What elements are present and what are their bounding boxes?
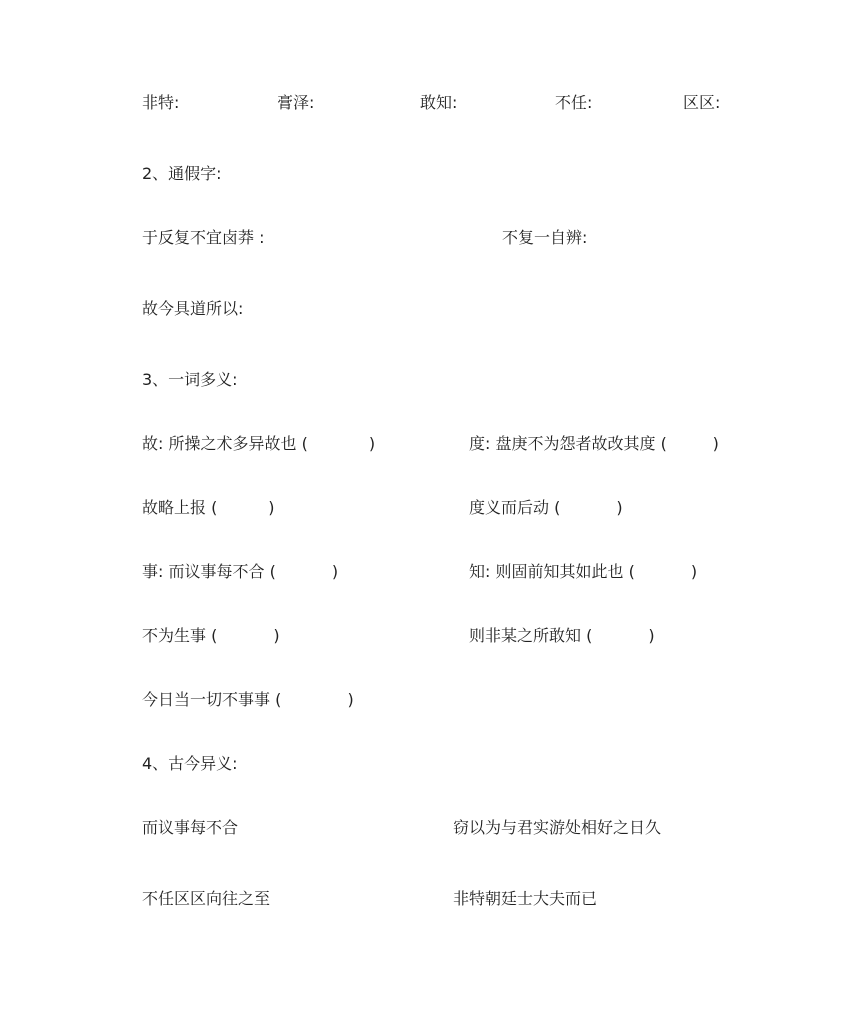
polysemy-zhi-1-text: 则固前知其如此也	[495, 562, 624, 581]
close-paren: )	[273, 626, 280, 645]
polysemy-zhi-label: 知:	[469, 562, 491, 581]
section2-title: 2、通假字:	[142, 164, 222, 183]
open-paren: (	[211, 498, 218, 517]
close-paren: )	[368, 434, 376, 453]
vocab-qu-qu-text: 区区:	[683, 93, 721, 112]
section4-item1: 而议事每不合	[142, 818, 239, 837]
open-paren: (	[628, 562, 635, 581]
open-paren: (	[586, 626, 593, 645]
section2-item1: 于反复不宜卤莽 :	[142, 228, 265, 247]
section3-title: 3、一词多义:	[142, 370, 238, 389]
polysemy-shi-3-text: 今日当一切不事事	[142, 690, 271, 709]
polysemy-du-2	[469, 498, 623, 518]
polysemy-gu-2-text: 故略上报	[142, 498, 207, 517]
polysemy-zhi-2-text: 则非某之所敢知	[469, 626, 582, 645]
vocab-fei-te	[142, 93, 179, 113]
section2-item3: 故今具道所以:	[142, 299, 244, 318]
section4-item2: 窃以为与君实游处相好之日久	[453, 818, 662, 837]
section2-item2: 不复一自辨:	[502, 228, 588, 247]
polysemy-zhi-2	[469, 626, 655, 646]
polysemy-zhi-1	[469, 562, 697, 582]
vocab-qu-qu	[683, 93, 720, 113]
polysemy-gu-2	[142, 498, 274, 518]
close-paren: )	[616, 498, 623, 517]
open-paren: (	[275, 690, 282, 709]
polysemy-gu-label: 故:	[142, 434, 164, 453]
open-paren: (	[554, 498, 561, 517]
close-paren: )	[331, 562, 339, 581]
section4-item4: 非特朝廷士大夫而已	[453, 889, 598, 908]
vocab-bu-ren-text: 不任:	[555, 93, 593, 112]
vocab-gan-zhi	[420, 93, 457, 113]
open-paren: (	[269, 562, 276, 581]
vocab-bu-ren	[555, 93, 592, 113]
polysemy-shi-1-text: 而议事每不合	[168, 562, 265, 581]
close-paren: )	[648, 626, 655, 645]
polysemy-du-1-text: 盘庚不为怨者故改其度	[495, 434, 656, 453]
close-paren: )	[712, 434, 719, 453]
polysemy-shi-2-text: 不为生事	[142, 626, 207, 645]
polysemy-shi-2	[142, 626, 280, 646]
vocab-gao-ze-text: 膏泽:	[277, 93, 315, 112]
vocab-gan-zhi-text: 敢知:	[420, 93, 458, 112]
polysemy-du-label: 度:	[469, 434, 491, 453]
polysemy-shi-1	[142, 562, 338, 582]
polysemy-du-2-text: 度义而后动	[469, 498, 550, 517]
section4-item3: 不任区区向往之至	[142, 889, 271, 908]
close-paren: )	[690, 562, 698, 581]
vocab-fei-te-text: 非特:	[142, 93, 180, 112]
close-paren: )	[268, 498, 275, 517]
polysemy-du-1	[469, 434, 719, 454]
polysemy-gu-1	[142, 434, 375, 454]
close-paren: )	[347, 690, 354, 709]
polysemy-shi-3	[142, 690, 354, 710]
vocab-gao-ze	[277, 93, 314, 113]
section4-title: 4、古今异义:	[142, 754, 238, 773]
polysemy-gu-1-text: 所操之术多异故也	[168, 434, 297, 453]
open-paren: (	[660, 434, 667, 453]
open-paren: (	[211, 626, 218, 645]
polysemy-shi-label: 事:	[142, 562, 164, 581]
open-paren: (	[301, 434, 308, 453]
